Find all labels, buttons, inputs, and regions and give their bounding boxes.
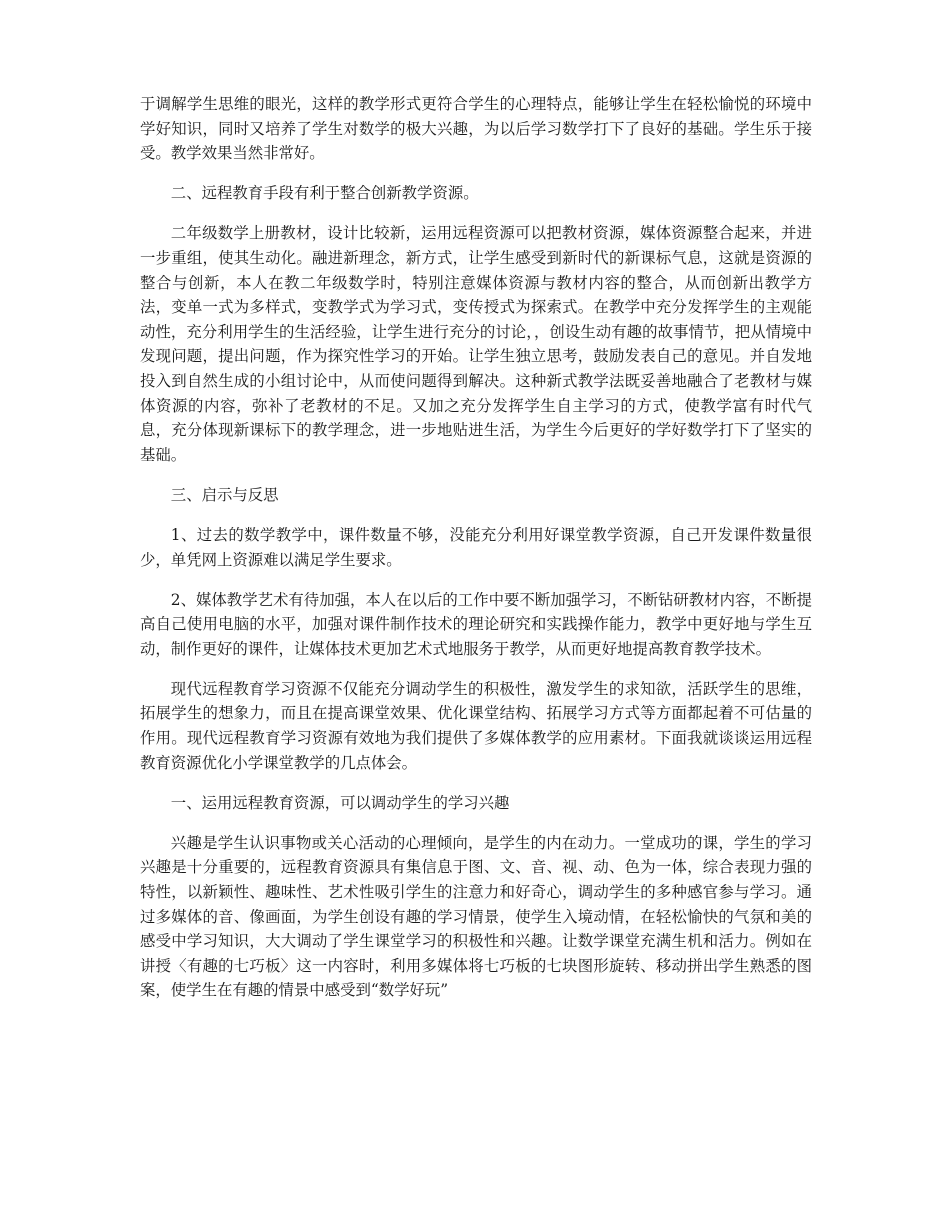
body-paragraph: 于调解学生思维的眼光，这样的教学形式更符合学生的心理特点，能够让学生在轻松愉悦的环境中学好知识，同时又培养了学生对数学的极大兴趣，为以后学习数学打下了良好的基础。学生乐于接受。教学效果当然非常好。	[140, 95, 812, 163]
body-paragraph: 二年级数学上册教材，设计比较新，运用远程资源可以把教材资源，媒体资源整合起来，并进一步重组，使其生动化。融进新理念，新方式，让学生感受到新时代的新课标气息，这就是资源的整合与创新，本人在教二年级数学时，特别注意媒体资源与教材内容的整合，从而创新出教学方法，变单一式为多样式，变教学式为学习式，变传授式为探索式。在教学中充分发挥学生的主观能动性，充分利用学生的生活经验，让学生进行充分的讨论，，创设生动有趣的故事情节，把从情境中发现问题，提出问题，作为探究性学习的开始。让学生独立思考，鼓励发表自己的意见。并自发地投入到自然生成的小组讨论中，从而使问题得到解决。这种新式教学法既妥善地融合了老教材与媒体资源的内容，弥补了老教材的不足。又加之充分发挥学生自主学习的方式，使教学富有时代气息，充分体现新课标下的教学理念，进一步地贴进生活，为学生今后更好的学好数学打下了坚实的基础。	[140, 224, 812, 464]
section-heading: 三、启示与反思	[170, 485, 279, 504]
section-heading: 二、远程教育手段有利于整合创新教学资源。	[170, 184, 479, 203]
section-heading: 一、运用远程教育资源，可以调动学生的学习兴趣	[170, 793, 510, 812]
document-body	[140, 92, 812, 1019]
body-paragraph: 兴趣是学生认识事物或关心活动的心理倾向，是学生的内在动力。一堂成功的课，学生的学习兴趣是十分重要的，远程教育资源具有集信息于图、文、音、视、动、色为一体，综合表现力强的特性，以新颖性、趣味性、艺术性吸引学生的注意力和好奇心，调动学生的多种感官参与学习。通过多媒体的音、像画面，为学生创设有趣的学习情景，使学生入境动情，在轻松愉快的气氛和美的感受中学习知识，大大调动了学生课堂学习的积极性和兴趣。让数学课堂充满生机和活力。例如在讲授〈有趣的七巧板〉这一内容时，利用多媒体将七巧板的七块图形旋转、移动拼出学生熟悉的图案，使学生在有趣的情景中感受到“数学好玩”	[140, 833, 812, 1000]
list-item-paragraph: 2、媒体教学艺术有待加强，本人在以后的工作中要不断加强学习，不断钻研教材内容，不断提高自己使用电脑的水平，加强对课件制作技术的理论研究和实践操作能力，教学中更好地与学生互动，制作更好的课件，让媒体技术更加艺术式地服务于教学，从而更好地提高教育教学技术。	[140, 590, 812, 658]
list-item-paragraph: 1、过去的数学教学中，课件数量不够，没能充分利用好课堂教学资源，自己开发课件数量很少，单凭网上资源难以满足学生要求。	[140, 525, 812, 569]
body-paragraph: 现代远程教育学习资源不仅能充分调动学生的积极性，激发学生的求知欲，活跃学生的思维，拓展学生的想象力，而且在提高课堂效果、优化课堂结构、拓展学习方式等方面都起着不可估量的作用。现代远程教育学习资源有效地为我们提供了多媒体教学的应用素材。下面我就谈谈运用远程教育资源优化小学课堂教学的几点体会。	[140, 679, 812, 772]
